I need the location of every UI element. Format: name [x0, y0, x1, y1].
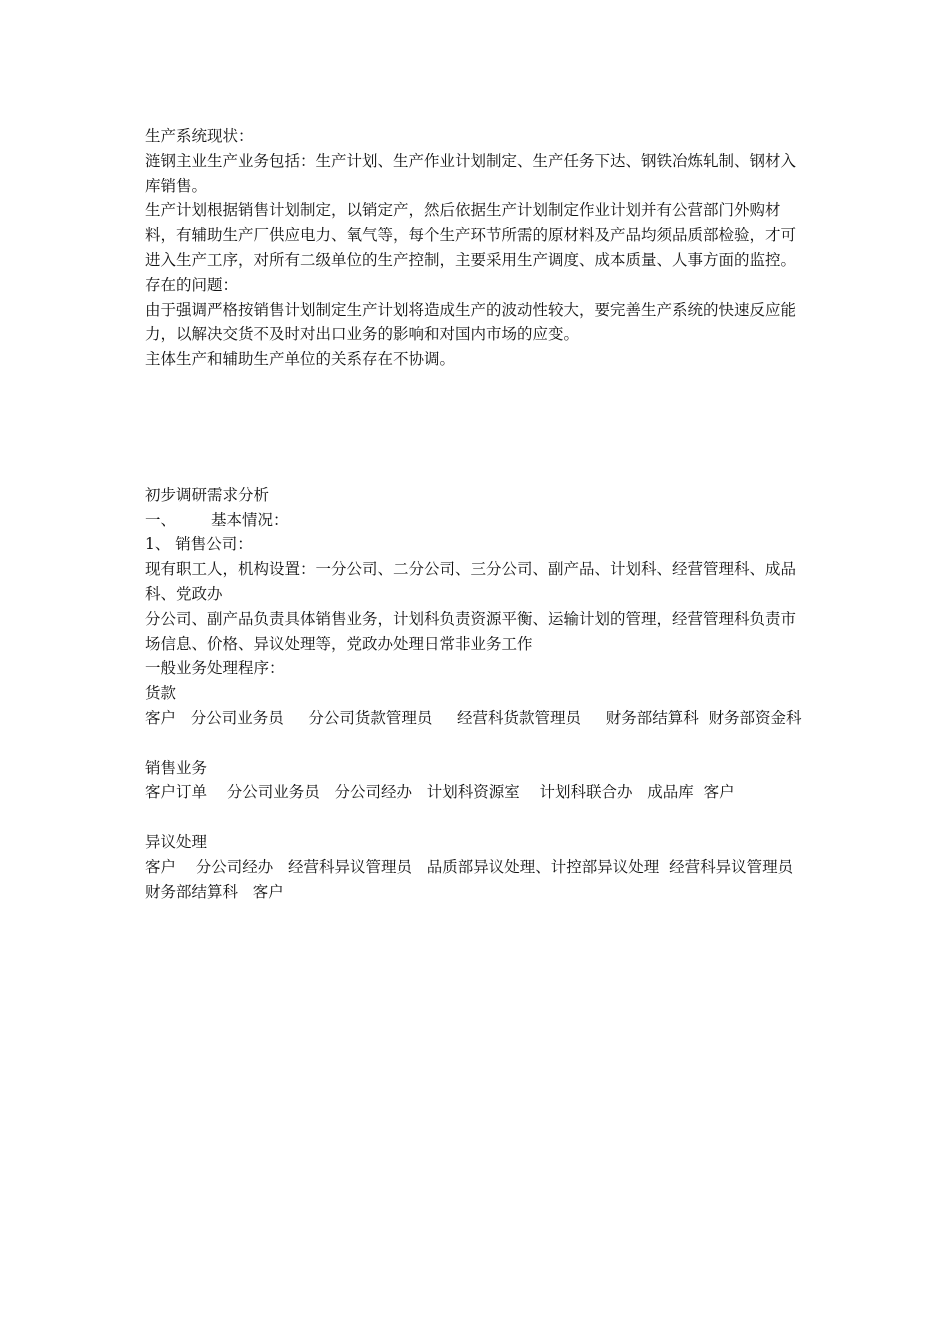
heading-text: 基本情况： — [211, 510, 289, 529]
vertical-gap — [145, 731, 809, 756]
heading-sales-business: 销售业务 — [145, 758, 208, 777]
flow-payment: 客户 分公司业务员 分公司货款管理员 经营科货款管理员 财务部结算科 财务部资金科 — [145, 708, 802, 727]
paragraph-problem-2: 主体生产和辅助生产单位的关系存在不协调。 — [145, 350, 456, 369]
heading-number: 一、 — [145, 510, 177, 529]
document-body — [145, 124, 809, 904]
heading-procedure: 一般业务处理程序： — [145, 659, 285, 678]
vertical-gap — [145, 805, 809, 830]
heading-payment: 货款 — [145, 684, 177, 703]
paragraph-production-plan: 生产计划根据销售计划制定，以销定产，然后依据生产计划制定作业计划并有公营部门外购材料，有辅助生产厂供应电力、氧气等，每个生产环节所需的原材料及产品均须品质部检验，才可进入生产工序，对所有二级单位的生产控制，主要采用生产调度、成本质量、人事方面的监控。 — [145, 201, 797, 269]
paragraph-staff-structure: 现有职工人，机构设置：一分公司、二分公司、三分公司、副产品、计划科、经营管理科、成品科、党政办 — [145, 560, 797, 603]
section-title-production-status: 生产系统现状： — [145, 127, 254, 145]
paragraph-duties: 分公司、副产品负责具体销售业务，计划科负责资源平衡、运输计划的管理，经营管理科负责市场信息、价格、异议处理等，党政办处理日常非业务工作 — [145, 609, 797, 653]
section-title-problems: 存在的问题： — [145, 275, 239, 294]
flow-sales: 客户订单 分公司业务员 分公司经办 计划科资源室 计划科联合办 成品库 客户 — [145, 783, 735, 802]
heading-basic-situation — [145, 508, 809, 533]
paragraph-production-business: 涟钢主业生产业务包括：生产计划、生产作业计划制定、生产任务下达、钢铁冶炼轧制、钢材入库销售。 — [145, 151, 797, 195]
flow-objection: 客户 分公司经办 经营科异议管理员 品质部异议处理、计控部异议处理 经营科异议管理员 财务部结算科 客户 — [145, 857, 803, 901]
heading-sales-company: 1、 销售公司： — [145, 535, 253, 554]
vertical-gap — [145, 372, 809, 458]
heading-objection: 异议处理 — [145, 832, 208, 851]
vertical-gap — [145, 458, 809, 483]
section-title-requirements: 初步调研需求分析 — [145, 485, 270, 504]
paragraph-problem-1: 由于强调严格按销售计划制定生产计划将造成生产的波动性较大，要完善生产系统的快速反应能力，以解决交货不及时对出口业务的影响和对国内市场的应变。 — [145, 300, 797, 344]
